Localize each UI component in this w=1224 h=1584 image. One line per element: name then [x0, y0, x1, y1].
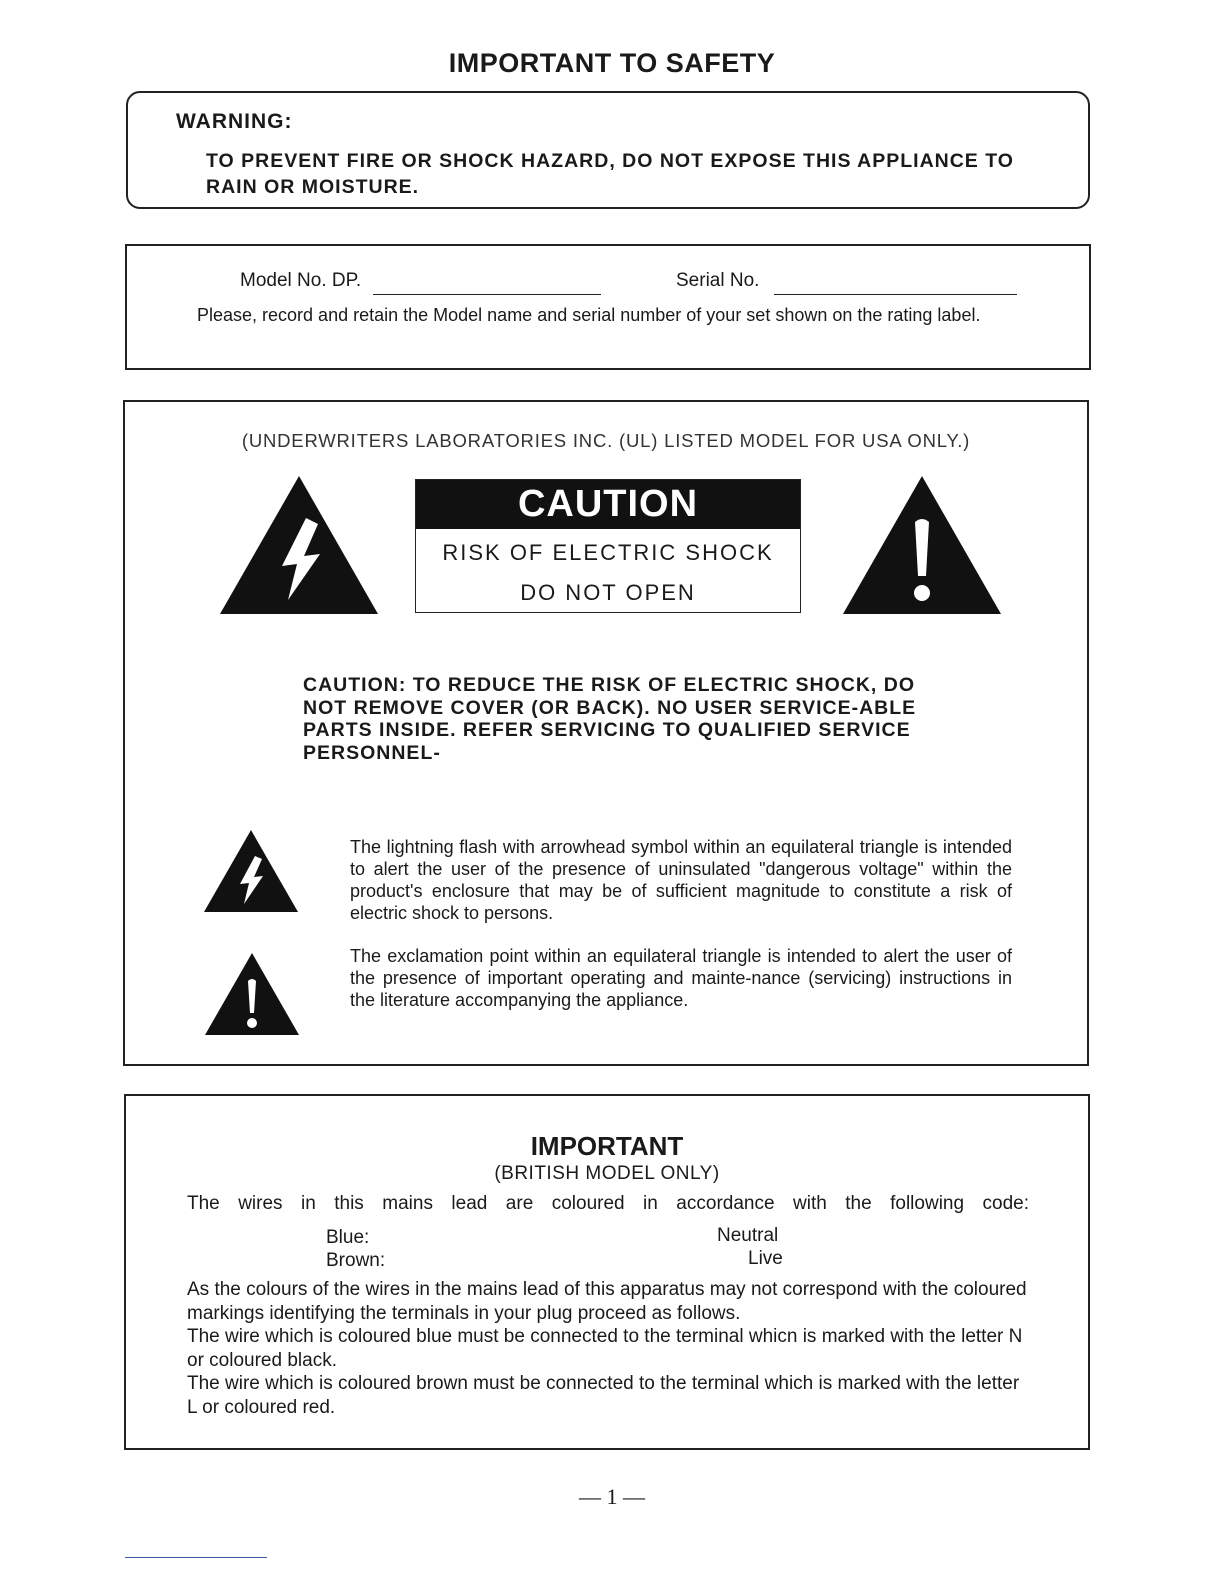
caution-risk-text: RISK OF ELECTRIC SHOCK — [442, 540, 774, 565]
footer-rule — [125, 1557, 267, 1558]
lightning-warning-icon — [220, 476, 378, 614]
caution-do-not-open-text: DO NOT OPEN — [520, 580, 696, 605]
ul-listing-note: (UNDERWRITERS LABORATORIES INC. (UL) LISTED MODEL FOR USA ONLY.) — [241, 430, 971, 451]
page-number: — 1 — — [579, 1484, 645, 1509]
wire-blue-label: Blue: — [326, 1227, 370, 1248]
warning-label: WARNING: — [176, 110, 293, 133]
important-title: IMPORTANT — [530, 1131, 684, 1161]
lightning-symbol-explanation: The lightning flash with arrowhead symbol within an equilateral triangle is intended to alert the user of the presence of uninsulated "dangerous voltage" within the product's enclosure that may be of sufficient magnitude to constitute a risk of electric shock to persons. — [350, 837, 1012, 923]
lightning-warning-icon — [204, 830, 298, 912]
wire-blue-value: Neutral — [717, 1225, 779, 1246]
serial-number-label: Serial No. — [676, 270, 760, 291]
wire-brown-value: Live — [748, 1248, 783, 1269]
exclamation-warning-icon — [843, 476, 1001, 614]
caution-heading: CAUTION — [416, 480, 800, 529]
model-record-note: Please, record and retain the Model name and serial number of your set shown on the rating label. — [197, 305, 981, 325]
caution-notice: CAUTION: TO REDUCE THE RISK OF ELECTRIC SHOCK, DO NOT REMOVE COVER (OR BACK). NO USER SERVICE-ABLE PARTS INSIDE. REFER SERVICING TO QUALIFIED SERVICE PERSONNEL- — [303, 674, 917, 764]
exclamation-symbol-explanation: The exclamation point within an equilateral triangle is intended to alert the user of the presence of important operating and mainte-nance (servicing) instructions in the literature accompanying the appliance. — [350, 946, 1012, 1010]
serial-number-blank — [774, 294, 1017, 295]
model-number-blank — [373, 294, 601, 295]
wire-brown-label: Brown: — [326, 1250, 386, 1271]
wiring-paragraph: As the colours of the wires in the mains lead of this apparatus may not correspond with the coloured markings identifying the terminals in your plug proceed as follows. — [187, 1279, 1027, 1324]
exclamation-warning-icon — [205, 953, 299, 1035]
wire-code-intro: The wires in this mains lead are coloured in accordance with the following code: — [187, 1193, 1029, 1214]
wiring-paragraph: The wire which is coloured brown must be connected to the terminal which is marked with the letter L or coloured red. — [187, 1373, 1020, 1418]
model-number-label: Model No. DP. — [240, 270, 362, 291]
important-subtitle: (BRITISH MODEL ONLY) — [494, 1163, 720, 1184]
wiring-instructions — [187, 1278, 1029, 1419]
page-title: IMPORTANT TO SAFETY — [448, 48, 776, 78]
warning-text: TO PREVENT FIRE OR SHOCK HAZARD, DO NOT EXPOSE THIS APPLIANCE TO RAIN OR MOISTURE. — [206, 150, 1014, 198]
wiring-paragraph: The wire which is coloured blue must be connected to the terminal whicn is marked with the letter N or coloured black. — [187, 1326, 1023, 1371]
